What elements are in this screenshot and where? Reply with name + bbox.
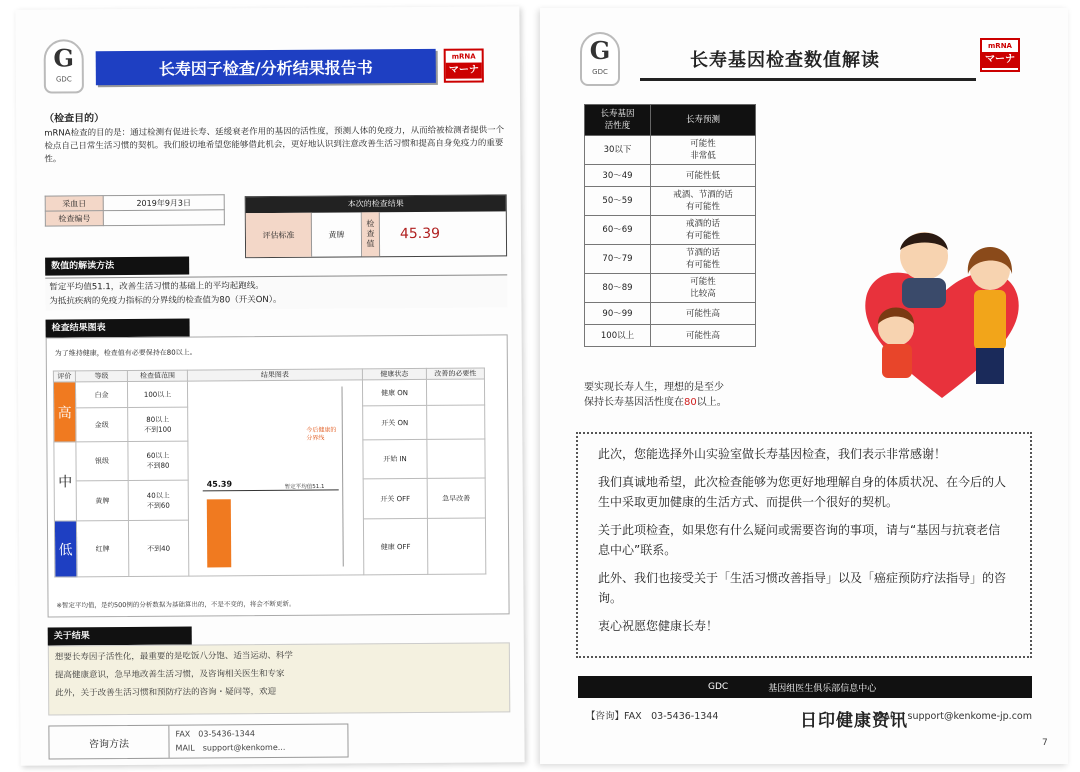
page-number: 7 (1042, 738, 1048, 748)
gdc-logo (580, 32, 620, 86)
message-box (576, 432, 1032, 658)
range-cell: 60～69 (585, 216, 651, 245)
logo-sub: GDC (592, 68, 608, 76)
interp-row (585, 216, 756, 245)
interp-line: 为抵抗疾病的免疫力指标的分界线的检查值为80（开关ON）。 (49, 294, 282, 307)
mrna-top: mRNA (988, 42, 1012, 50)
interp-row (585, 187, 756, 216)
need-cell: 急早改善 (427, 478, 485, 518)
info-label: 检查编号 (45, 211, 103, 226)
range-cell: 40以上 不到60 (128, 480, 188, 520)
right-title: 长寿基因检查数值解读 (690, 50, 880, 71)
interp-row (585, 274, 756, 303)
axis-line (342, 386, 343, 566)
result-value-label: 检查值 (362, 212, 380, 256)
info-table (45, 194, 225, 226)
need-cell (427, 518, 485, 574)
right-contact-fax: 【咨询】FAX 03-5436-1344 (586, 711, 719, 722)
interp-heading: 数值的解读方法 (45, 257, 189, 276)
col-header: 评价 (53, 371, 75, 382)
need-cell (427, 405, 485, 439)
chart-table (53, 367, 486, 577)
col-header: 健康状态 (362, 368, 426, 379)
need-cell (426, 379, 484, 405)
report-title: 长寿因子检查/分析结果报告书 (96, 49, 436, 85)
grade-cell: 白金 (75, 381, 127, 407)
summary-line: 此外，关于改善生活习惯和预防疗法的咨询・疑问等，欢迎 (55, 686, 277, 699)
state-cell: 开始 IN (363, 439, 427, 478)
purpose-text: mRNA检查的目的是：通过检测有促进长寿、延缓衰老作用的基因的活性度，预测人体的免疫力，从而给被检测者提供一个检点自己日常生活习惯的契机。我们殷切地希望您能够借此机会，更好地认识到注意改善生活习惯和提高自身免疫力的重要性。 (44, 125, 505, 165)
grade-cell: 黄牌 (76, 480, 128, 520)
threshold-annotation: 分界线 (306, 434, 325, 442)
need-cell (427, 439, 485, 478)
interp-row (585, 136, 756, 165)
message-paragraph: 衷心祝愿您健康长寿！ (598, 619, 719, 633)
prediction-cell: 戒酒的话 有可能性 (651, 216, 756, 245)
col-header: 长寿预测 (651, 105, 756, 136)
gdc-bar-left: GDC (708, 682, 729, 692)
prediction-cell: 可能性 非常低 (651, 136, 756, 165)
result-box (245, 194, 507, 258)
state-cell: 健康 ON (362, 379, 426, 405)
mrna-bottom: マーナ (982, 52, 1018, 68)
chart-note: 为了维持健康，检查值有必要保持在80以上。 (54, 348, 197, 358)
col-header: 等级 (75, 370, 127, 381)
right-page (540, 8, 1068, 764)
goal-number: 80 (684, 397, 697, 408)
interp-row (585, 245, 756, 274)
range-cell: 70～79 (585, 245, 651, 274)
mrna-top: mRNA (451, 52, 476, 61)
result-grade: 黄牌 (312, 212, 362, 256)
result-bar (207, 499, 231, 567)
range-cell: 100以上 (127, 381, 187, 407)
contact-box (48, 723, 348, 759)
contact-mail: MAIL support@kenkome... (175, 742, 286, 753)
range-cell: 30以下 (585, 136, 651, 165)
title-rule (640, 78, 976, 81)
chart-plot (187, 380, 363, 576)
goal-line: 要实现长寿人生，理想的是至少 (584, 382, 724, 393)
contact-label: 咨询方法 (49, 726, 169, 759)
goal-post: 以上。 (696, 397, 727, 408)
prediction-cell: 可能性 比较高 (651, 274, 756, 303)
logo-letter: G (53, 43, 75, 73)
message-paragraph: 此外、我们也接受关于「生活习惯改善指导」以及「癌症预防疗法指导」的咨询。 (598, 571, 1007, 605)
message-paragraph: 此次，您能选择外山实验室做长寿基因检查，我们表示非常感谢！ (598, 447, 947, 461)
col-header: 结果图表 (187, 369, 362, 381)
result-value-label: 45.39 (206, 479, 233, 489)
prediction-cell: 可能性低 (651, 165, 756, 187)
col-header: 长寿基因 活性度 (585, 105, 651, 136)
interp-row (585, 325, 756, 347)
result-std-label: 评估标准 (246, 213, 312, 257)
purpose-heading: （检查目的） (44, 113, 105, 125)
goal-note (584, 380, 727, 410)
gdc-bar-right: 基因组医生俱乐部信息中心 (768, 683, 877, 694)
range-cell: 100以上 (585, 325, 651, 347)
grade-cell: 银级 (76, 441, 128, 480)
prediction-cell: 节酒的话 有可能性 (651, 245, 756, 274)
result-heading: 本次的检查结果 (246, 195, 506, 213)
gdc-logo (44, 39, 84, 93)
interp-row (585, 165, 756, 187)
logo-sub: GDC (55, 75, 72, 84)
prediction-cell: 可能性高 (651, 325, 756, 347)
level-high: 高 (53, 382, 75, 442)
mrna-bottom: マーナ (446, 63, 482, 79)
interp-line: 暂定平均值51.1，改善生活习惯的基础上的平均起跑线。 (49, 281, 264, 293)
summary-line: 提高健康意识，急早地改善生活习惯，及咨询相关医生和专家 (54, 668, 285, 681)
col-header: 检查值范围 (127, 370, 187, 381)
range-cell: 不到40 (128, 520, 188, 576)
info-label: 采血日 (45, 196, 103, 211)
state-cell: 开关 ON (363, 405, 427, 439)
threshold-annotation: 今后健康的 (306, 426, 337, 434)
summary-heading: 关于结果 (48, 627, 192, 646)
average-label: 暂定平均值51.1 (284, 483, 325, 491)
contact-fax: FAX 03-5436-1344 (175, 729, 255, 739)
summary-line: 想要长寿因子活性化，最重要的是吃饭八分饱、适当运动、科学 (54, 650, 293, 663)
gdc-bar (578, 676, 1032, 698)
logo-letter: G (589, 36, 611, 65)
interpretation-table (584, 104, 756, 347)
range-cell: 80～89 (585, 274, 651, 303)
watermark: 日印健康资讯 (800, 711, 908, 731)
range-cell: 80以上 不到100 (128, 407, 188, 441)
goal-pre: 保持长寿基因活性度在 (584, 397, 684, 408)
col-header: 改善的必要性 (426, 368, 484, 379)
chart-footnote: ※暂定平均值，是约500例的分析数据为基础算出的，不是不变的，将会不断更新。 (56, 599, 296, 610)
info-value: 2019年9月3日 (103, 195, 224, 211)
state-cell: 健康 OFF (363, 518, 427, 574)
range-cell: 90～99 (585, 303, 651, 325)
left-page (15, 6, 524, 766)
prediction-cell: 可能性高 (651, 303, 756, 325)
mrna-logo (980, 38, 1020, 72)
info-value (103, 210, 224, 226)
range-cell: 60以上 不到80 (128, 441, 188, 480)
range-cell: 50～59 (585, 187, 651, 216)
mrna-logo (444, 49, 484, 83)
grade-cell: 红牌 (76, 520, 128, 576)
result-value: 45.39 (399, 225, 441, 243)
message-paragraph: 关于此项检查，如果您有什么疑问或需要咨询的事项，请与“基因与抗衰老信息中心”联系。 (598, 523, 1001, 557)
level-mid: 中 (54, 442, 77, 521)
level-low: 低 (54, 521, 76, 577)
grade-cell: 金级 (76, 407, 128, 441)
range-cell: 30～49 (585, 165, 651, 187)
prediction-cell: 戒酒、节酒的话 有可能性 (651, 187, 756, 216)
state-cell: 开关 OFF (363, 478, 427, 518)
message-paragraph: 我们真诚地希望，此次检查能够为您更好地理解自身的体质状况、在今后的人生中采取更加健康的生活方式、而提供一个很好的契机。 (598, 475, 1007, 509)
interp-row (585, 303, 756, 325)
chart-svg (188, 380, 363, 573)
result-chart (46, 334, 510, 617)
chart-heading: 检查结果图表 (46, 319, 190, 338)
summary-box (48, 642, 510, 715)
right-contact-mail: MAIL support@kenkome-jp.com (875, 711, 1032, 722)
family-heart-illustration (852, 220, 1032, 406)
